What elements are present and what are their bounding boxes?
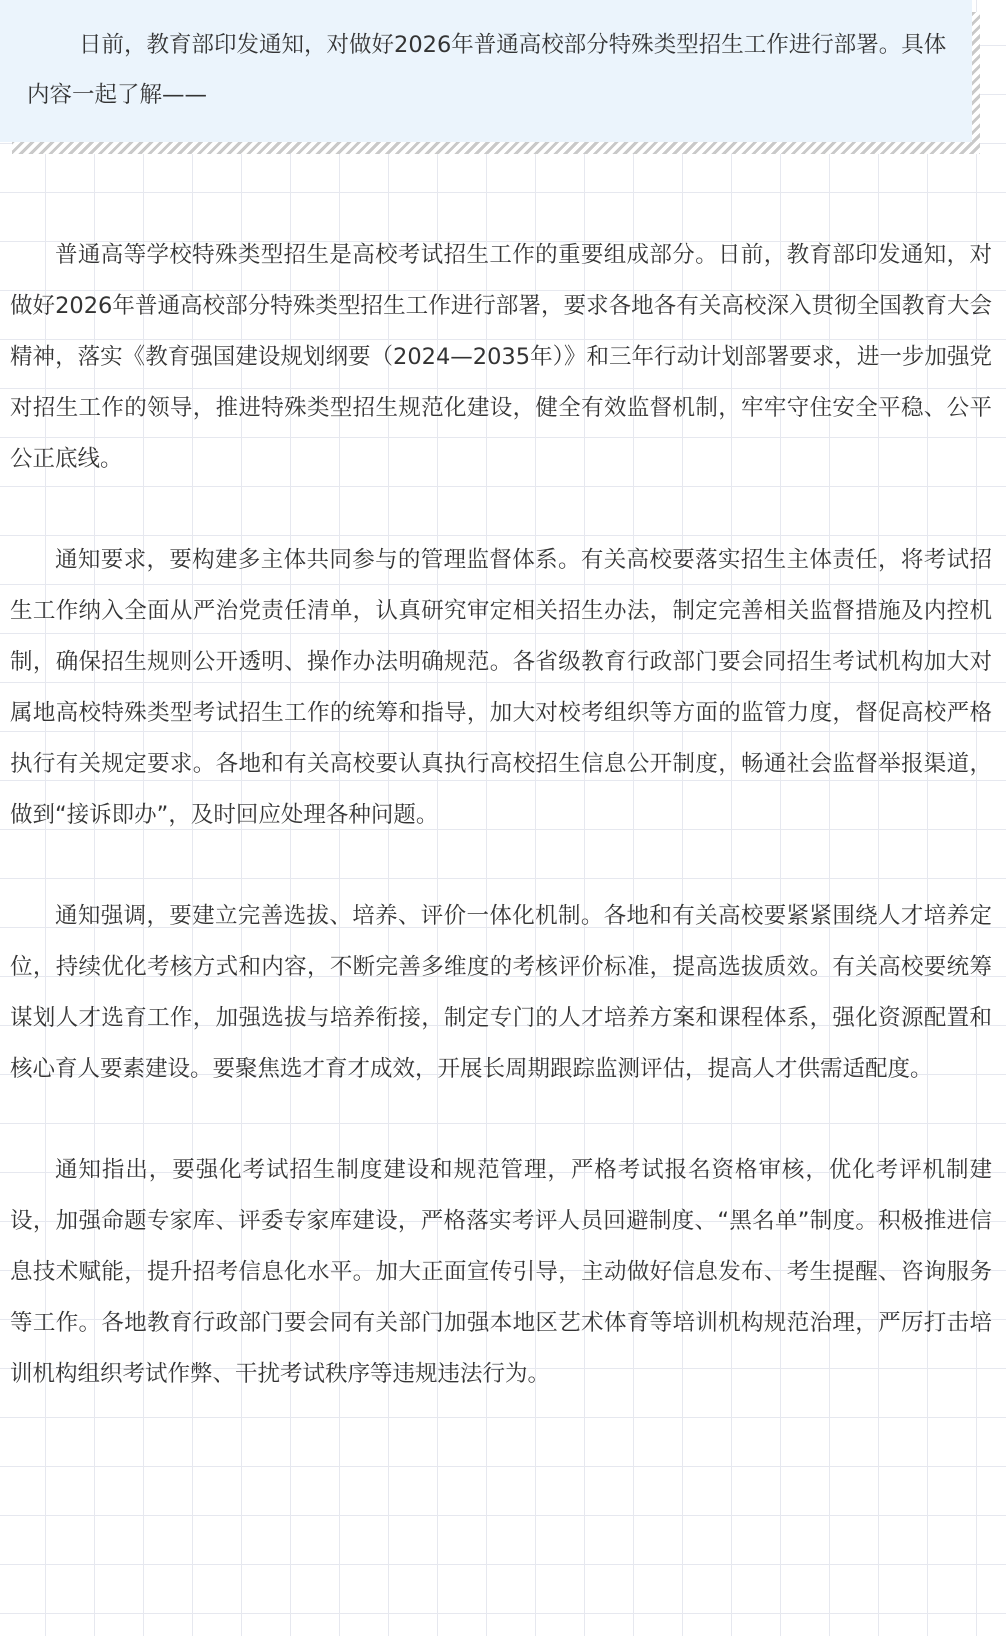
article-body	[10, 230, 992, 1450]
article-paragraph: 普通高等学校特殊类型招生是高校考试招生工作的重要组成部分。日前，教育部印发通知，对做好2026年普通高校部分特殊类型招生工作进行部署，要求各地各有关高校深入贯彻全国教育大会精神，落实《教育强国建设规划纲要（2024—2035年）》和三年行动计划部署要求，进一步加强党对招生工作的领导，推进特殊类型招生规范化建设，健全有效监督机制，牢牢守住安全平稳、公平公正底线。	[10, 242, 992, 472]
article-paragraph: 通知指出，要强化考试招生制度建设和规范管理，严格考试报名资格审核，优化考评机制建设，加强命题专家库、评委专家库建设，严格落实考评人员回避制度、“黑名单”制度。积极推进信息技术赋能，提升招考信息化水平。加大正面宣传引导，主动做好信息发布、考生提醒、咨询服务等工作。各地教育行政部门要会同有关部门加强本地区艺术体育等培训机构规范治理，严厉打击培训机构组织考试作弊、干扰考试秩序等违规违法行为。	[10, 1157, 992, 1387]
intro-card	[0, 0, 980, 154]
intro-card-box	[0, 0, 972, 142]
intro-text: 日前，教育部印发通知，对做好2026年普通高校部分特殊类型招生工作进行部署。具体内容一起了解——	[27, 32, 947, 108]
article-paragraph: 通知强调，要建立完善选拔、培养、评价一体化机制。各地和有关高校要紧紧围绕人才培养定位，持续优化考核方式和内容，不断完善多维度的考核评价标准，提高选拔质效。有关高校要统筹谋划人才选育工作，加强选拔与培养衔接，制定专门的人才培养方案和课程体系，强化资源配置和核心育人要素建设。要聚焦选才育才成效，开展长周期跟踪监测评估，提高人才供需适配度。	[10, 903, 992, 1082]
article-paragraph: 通知要求，要构建多主体共同参与的管理监督体系。有关高校要落实招生主体责任，将考试招生工作纳入全面从严治党责任清单，认真研究审定相关招生办法，制定完善相关监督措施及内控机制，确保招生规则公开透明、操作办法明确规范。各省级教育行政部门要会同招生考试机构加大对属地高校特殊类型考试招生工作的统筹和指导，加大对校考组织等方面的监管力度，督促高校严格执行有关规定要求。各地和有关高校要认真执行高校招生信息公开制度，畅通社会监督举报渠道，做到“接诉即办”，及时回应处理各种问题。	[10, 547, 992, 828]
